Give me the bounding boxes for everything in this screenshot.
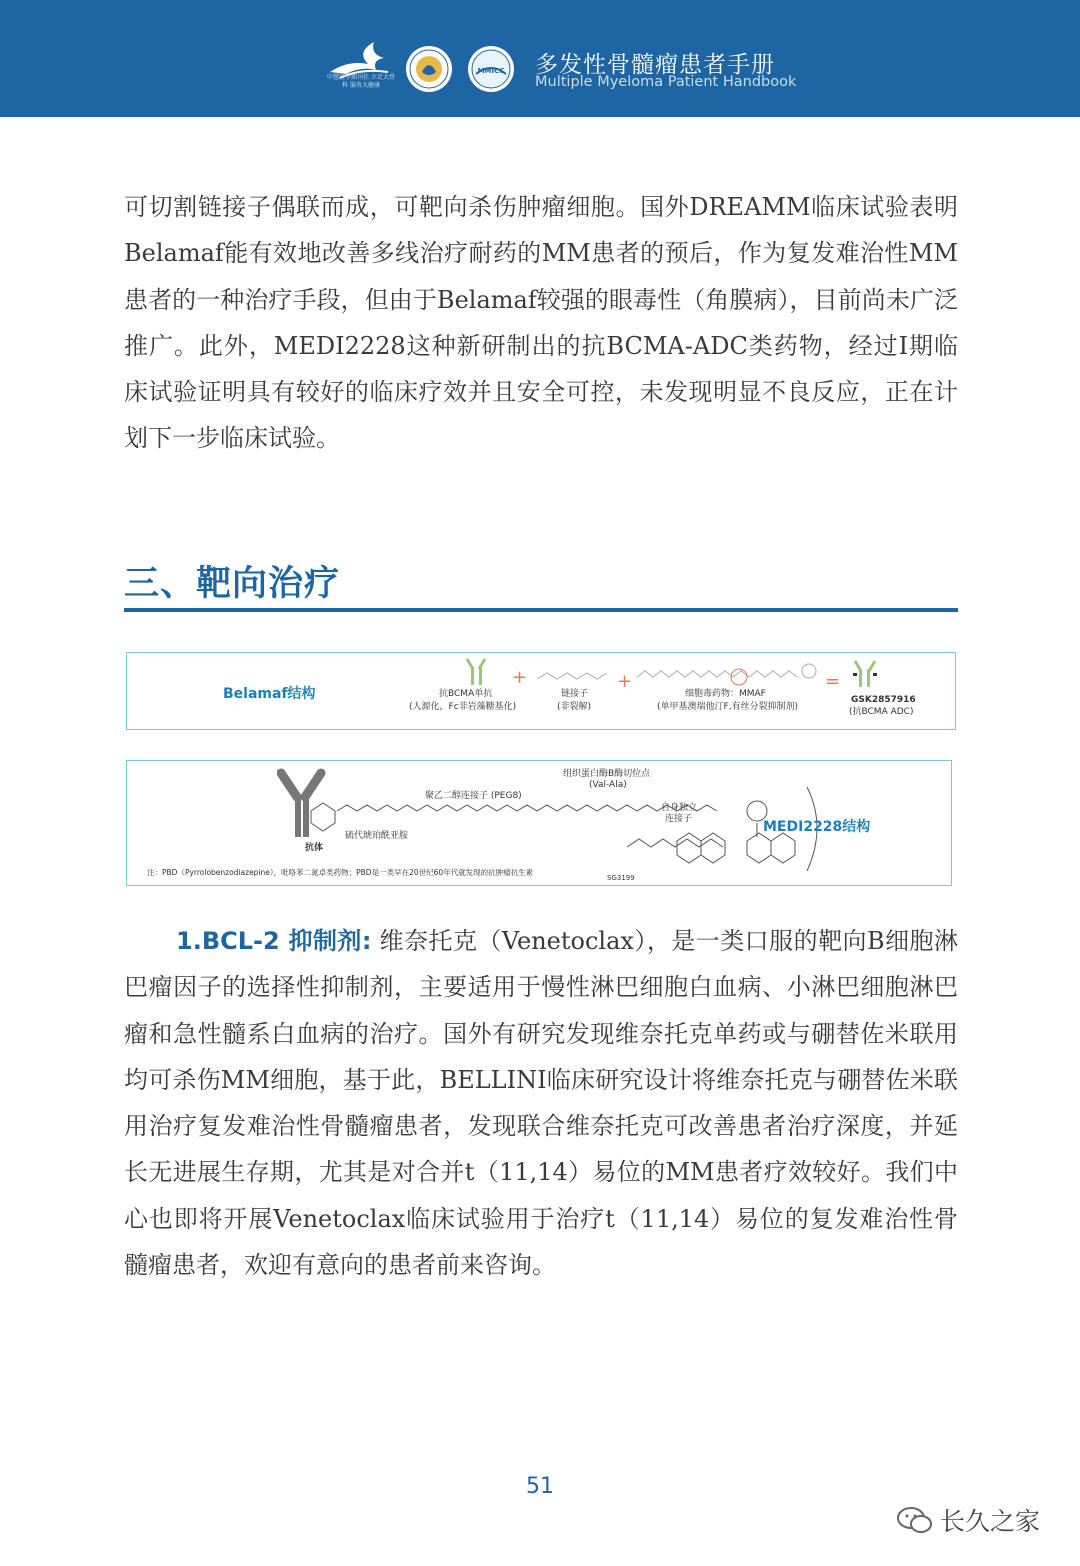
mmicc-logo-text: MMICC xyxy=(477,67,505,75)
antibody-label: 抗BCMA单抗 xyxy=(439,689,493,699)
medi2228-diagram xyxy=(277,767,837,879)
maleimide-label: 硫代琥珀酰亚胺 xyxy=(345,831,409,841)
header-band xyxy=(0,0,1080,117)
section-divider xyxy=(124,608,958,612)
belamaf-figure-title: Belamaf结构 xyxy=(223,686,316,702)
medi2228-figure-title: MEDI2228结构 xyxy=(763,819,871,835)
sg3199-label: SG3199 xyxy=(607,874,635,882)
toxin-label: 细胞毒药物：MMAF xyxy=(685,689,766,699)
watermark xyxy=(896,1502,1040,1538)
product-label: GSK2857916 xyxy=(851,695,916,705)
handbook-subtitle: Multiple Myeloma Patient Handbook xyxy=(535,74,797,90)
wechat-icon xyxy=(896,1505,934,1535)
page-number: 51 xyxy=(526,1474,554,1499)
antibody-icon xyxy=(281,773,321,837)
watermark-text: 长久之家 xyxy=(940,1507,1041,1536)
pbd-note: 注：PBD（Pyrrolobenzodiazepine），吡咯苯二氮卓类药物；PBD是一类早在20世纪60年代就发现的抗肿瘤抗生素 xyxy=(147,868,534,877)
adc-product-icon xyxy=(853,661,877,687)
publisher-logo-caption: 中慧医学期刊社 立足大骨科 服务大健康 xyxy=(327,74,395,89)
self-immolative-sublabel: 连接子 xyxy=(665,814,693,824)
cleavage-label: 组织蛋白酶B酶切位点 xyxy=(563,769,651,779)
society-seal-icon xyxy=(404,44,454,94)
equals-icon: = xyxy=(825,671,841,692)
mmaf-structure-icon xyxy=(637,671,797,677)
peg-linker-label: 聚乙二醇连接子 (PEG8) xyxy=(425,791,522,801)
product-sublabel: (抗BCMA ADC) xyxy=(849,707,914,717)
cleavage-sublabel: (Val-Ala) xyxy=(589,780,627,790)
linker-structure-icon xyxy=(537,673,607,679)
plus-icon: + xyxy=(617,671,633,692)
toxin-sublabel: (单甲基澳瑞他汀F,有丝分裂抑制剂) xyxy=(657,702,799,712)
mmicc-seal-icon xyxy=(466,44,516,94)
bcl2-text: 维奈托克（Venetoclax），是一类口服的靶向B细胞淋巴瘤因子的选择性抑制剂，主要适用于慢性淋巴细胞白血病、小淋巴细胞淋巴瘤和急性髓系白血病的治疗。国外有研究发现维奈托克单药或与硼替佐米联用均可杀伤MM细胞，基于此，BELLINI临床研究设计将维奈托克与硼替佐米联用治疗复发难治性骨髓瘤患者，发现联合维奈托克可改善患者治疗深度，并延长无进展生存期，尤其是对合并t（11,14）易位的MM患者疗效较好。我们中心也即将开展Venetoclax临床试验用于治疗t（11,14）易位的复发难治性骨髓瘤患者，欢迎有意向的患者前来咨询。 xyxy=(124,927,959,1280)
plus-icon: + xyxy=(512,667,528,688)
linker-label: 链接子 xyxy=(561,689,589,699)
belamaf-structure-figure xyxy=(126,652,956,730)
antibody-sublabel: (人源化，Fc非岩藻糖基化) xyxy=(409,702,517,712)
self-immolative-label: 自身独立 xyxy=(661,803,698,813)
paragraph-adc: 可切割链接子偶联而成，可靶向杀伤肿瘤细胞。国外DREAMM临床试验表明Belamaf能有效地改善多线治疗耐药的MM患者的预后，作为复发难治性MM患者的一种治疗手段，但由于Belamaf较强的眼毒性（角膜病），目前尚未广泛推广。此外，MEDI2228这种新研制出的抗BCMA-ADC类药物，经过Ⅰ期临床试验证明具有较好的临床疗效并且安全可控，未发现明显不良反应，正在计划下一步临床试验。 xyxy=(124,193,958,453)
section-title: 三、靶向治疗 xyxy=(124,564,341,604)
handbook-title: 多发性骨髓瘤患者手册 xyxy=(535,52,775,78)
antibody-label: 抗体 xyxy=(305,843,324,853)
bcl2-heading: 1.BCL-2 抑制剂: xyxy=(176,927,372,955)
linker-sublabel: (非裂解) xyxy=(557,702,592,712)
medi2228-structure-figure xyxy=(126,760,952,886)
paragraph-bcl2 xyxy=(124,918,958,1288)
antibody-icon xyxy=(467,659,485,685)
